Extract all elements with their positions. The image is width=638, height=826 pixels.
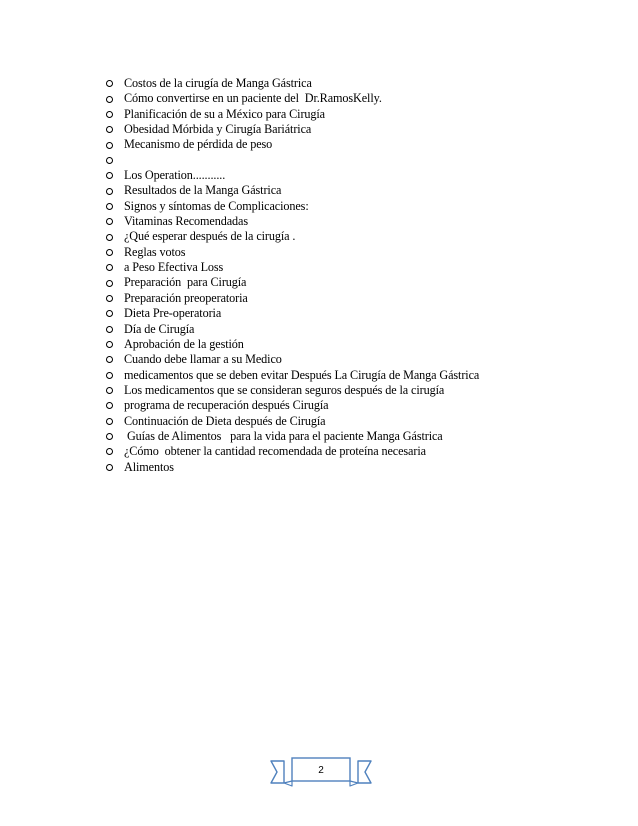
toc-item <box>104 153 604 168</box>
toc-item-text: Mecanismo de pérdida de peso <box>124 137 273 152</box>
circle-bullet-icon <box>106 310 113 317</box>
toc-item <box>104 260 604 275</box>
circle-bullet-icon <box>106 80 113 87</box>
circle-bullet-icon <box>106 372 113 379</box>
circle-bullet-icon <box>106 280 113 287</box>
toc-item-text: Preparación preoperatoria <box>124 290 248 305</box>
circle-bullet-icon <box>106 295 113 302</box>
toc-item <box>104 429 604 444</box>
circle-bullet-icon <box>106 157 113 164</box>
toc-item-text: Planificación de su a México para Cirugía <box>124 106 325 121</box>
circle-bullet-icon <box>106 111 113 118</box>
page-number-text: 2 <box>318 764 324 776</box>
toc-item-text: Costos de la cirugía de Manga Gástrica <box>124 76 312 90</box>
toc-item-text: Continuación de Dieta después de Cirugía <box>124 413 326 428</box>
toc-item <box>104 306 604 321</box>
toc-item <box>104 137 604 152</box>
toc-item-text: Cuando debe llamar a su Medico <box>124 352 282 367</box>
circle-bullet-icon <box>106 203 113 210</box>
toc-item-text: Obesidad Mórbida y Cirugía Bariátrica <box>124 122 312 137</box>
circle-bullet-icon <box>106 142 113 149</box>
toc-item <box>104 275 604 290</box>
circle-bullet-icon <box>106 418 113 425</box>
toc-item <box>104 122 604 137</box>
circle-bullet-icon <box>106 218 113 225</box>
toc-item <box>104 337 604 352</box>
page-number <box>270 757 372 787</box>
toc-item-text: ¿Qué esperar después de la cirugía . <box>124 229 296 244</box>
circle-bullet-icon <box>106 387 113 394</box>
toc-item-text: Los medicamentos que se consideran seguros después de la cirugía <box>124 382 445 397</box>
toc-item-text: programa de recuperación después Cirugía <box>124 398 329 413</box>
toc-item-text: Guías de Alimentos para la vida para el paciente Manga Gástrica <box>124 428 443 443</box>
toc-item <box>104 398 604 413</box>
toc-item <box>104 168 604 183</box>
toc-item-text: Día de Cirugía <box>124 321 195 336</box>
toc-item <box>104 352 604 367</box>
toc-item-text: Preparación para Cirugía <box>124 275 247 290</box>
toc-item <box>104 183 604 198</box>
circle-bullet-icon <box>106 96 113 103</box>
toc-item-text: a Peso Efectiva Loss <box>124 260 224 275</box>
toc-item <box>104 107 604 122</box>
toc-item-text: Vitaminas Recomendadas <box>124 214 248 229</box>
circle-bullet-icon <box>106 433 113 440</box>
toc-item-text: Los Operation........... <box>124 168 226 183</box>
toc-item-text: Signos y síntomas de Complicaciones: <box>124 198 309 213</box>
circle-bullet-icon <box>106 172 113 179</box>
toc-item <box>104 76 604 91</box>
toc-item-text: Cómo convertirse en un paciente del Dr.RamosKelly. <box>124 91 382 106</box>
toc-item-text: Dieta Pre-operatoria <box>124 306 222 321</box>
toc-item-text: medicamentos que se deben evitar Después La Cirugía de Manga Gástrica <box>124 367 480 382</box>
circle-bullet-icon <box>106 341 113 348</box>
circle-bullet-icon <box>106 356 113 363</box>
toc-list <box>104 76 604 475</box>
toc-item <box>104 291 604 306</box>
toc-item <box>104 229 604 244</box>
toc-item <box>104 383 604 398</box>
toc-item <box>104 460 604 475</box>
toc-item <box>104 199 604 214</box>
circle-bullet-icon <box>106 126 113 133</box>
circle-bullet-icon <box>106 234 113 241</box>
toc-item-text: ¿Cómo obtener la cantidad recomendada de proteína necesaria <box>124 444 426 459</box>
circle-bullet-icon <box>106 448 113 455</box>
toc-item <box>104 91 604 106</box>
toc-item-text: Aprobación de la gestión <box>124 336 244 351</box>
toc-item-text: Resultados de la Manga Gástrica <box>124 183 282 198</box>
circle-bullet-icon <box>106 464 113 471</box>
toc-item <box>104 245 604 260</box>
toc-item <box>104 444 604 459</box>
circle-bullet-icon <box>106 326 113 333</box>
toc-item <box>104 414 604 429</box>
page-number-ribbon <box>270 757 372 787</box>
toc-item <box>104 322 604 337</box>
toc-item-text: Reglas votos <box>124 244 186 259</box>
toc-item <box>104 214 604 229</box>
circle-bullet-icon <box>106 249 113 256</box>
circle-bullet-icon <box>106 264 113 271</box>
toc-item <box>104 368 604 383</box>
circle-bullet-icon <box>106 402 113 409</box>
toc-item-text: Alimentos <box>124 459 174 474</box>
circle-bullet-icon <box>106 188 113 195</box>
